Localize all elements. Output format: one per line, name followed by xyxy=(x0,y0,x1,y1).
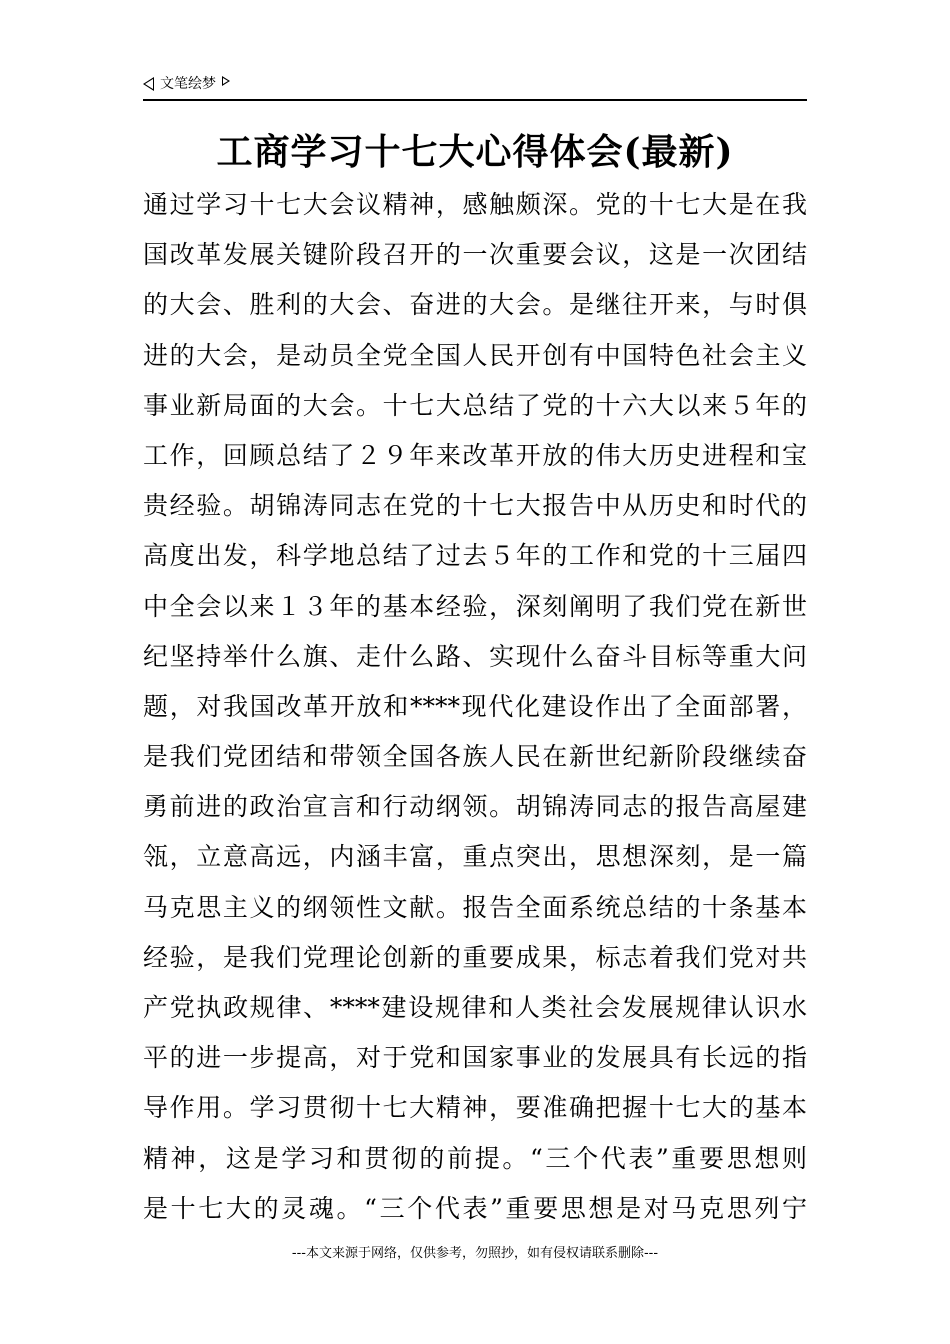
body-line: 工作，回顾总结了２９年来改革开放的伟大历史进程和宝 xyxy=(143,440,807,470)
body-line: 是我们党团结和带领全国各族人民在新世纪新阶段继续奋 xyxy=(143,742,807,772)
body-line: 贵经验。胡锦涛同志在党的十七大报告中从历史和时代的 xyxy=(143,491,807,521)
body-line: 产党执政规律、****建设规律和人类社会发展规律认识水 xyxy=(143,993,807,1022)
body-line: 高度出发，科学地总结了过去５年的工作和党的十三届四 xyxy=(143,541,807,571)
header-brand xyxy=(143,75,230,93)
body-line: 导作用。学习贯彻十七大精神，要准确把握十七大的基本 xyxy=(143,1093,807,1123)
triangle-left-icon xyxy=(143,77,154,91)
body-line: 精神，这是学习和贯彻的前提。“三个代表”重要思想则 xyxy=(143,1143,807,1173)
body-line: 平的进一步提高，对于党和国家事业的发展具有长远的指 xyxy=(143,1043,807,1073)
triangle-right-icon xyxy=(222,76,230,86)
body-line: 通过学习十七大会议精神，感触颇深。党的十七大是在我 xyxy=(143,190,807,219)
page-header xyxy=(143,73,807,101)
body-line: 是十七大的灵魂。“三个代表”重要思想是对马克思列宁 xyxy=(143,1193,807,1223)
body-line: 瓴，立意高远，内涵丰富，重点突出，思想深刻，是一篇 xyxy=(143,842,807,872)
brand-name: 文笔绘梦 xyxy=(160,76,216,92)
body-line: 纪坚持举什么旗、走什么路、实现什么奋斗目标等重大问 xyxy=(143,641,807,671)
document-body xyxy=(143,180,807,1234)
body-line: 事业新局面的大会。十七大总结了党的十六大以来５年的 xyxy=(143,390,807,420)
body-line: 勇前进的政治宣言和行动纲领。胡锦涛同志的报告高屋建 xyxy=(143,792,807,822)
document-title: 工商学习十七大心得体会(最新) xyxy=(216,131,734,173)
body-line: 经验，是我们党理论创新的重要成果，标志着我们党对共 xyxy=(143,942,807,972)
body-line: 题，对我国改革开放和****现代化建设作出了全面部署， xyxy=(143,691,807,721)
page-footer: ---本文来源于网络，仅供参考，勿照抄，如有侵权请联系删除--- xyxy=(291,1246,659,1261)
body-line: 的大会、胜利的大会、奋进的大会。是继往开来，与时俱 xyxy=(143,290,807,320)
body-line: 国改革发展关键阶段召开的一次重要会议，这是一次团结 xyxy=(143,240,807,270)
body-line: 中全会以来１３年的基本经验，深刻阐明了我们党在新世 xyxy=(143,591,807,621)
body-line: 进的大会，是动员全党全国人民开创有中国特色社会主义 xyxy=(143,340,807,370)
body-line: 马克思主义的纲领性文献。报告全面系统总结的十条基本 xyxy=(143,892,807,922)
